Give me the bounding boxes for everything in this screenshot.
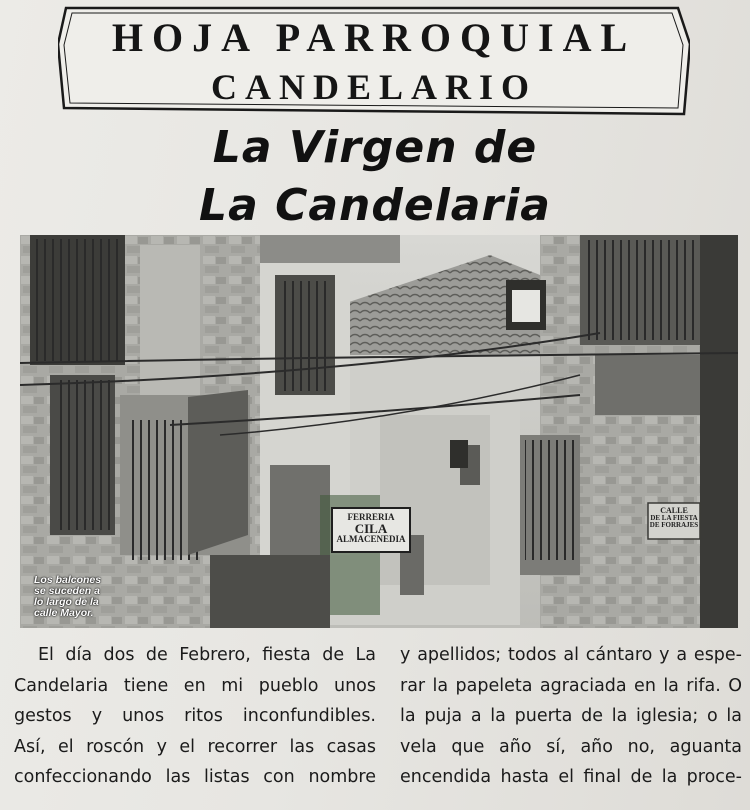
headline-line-2: La Candelaria <box>199 180 551 231</box>
street-name-plaque <box>649 507 699 529</box>
text-line: Así, el roscón y el recorrer las casas <box>14 736 376 757</box>
article-column-right <box>400 640 742 793</box>
shop-sign-line-1: FERRERIA <box>347 512 395 522</box>
street-plaque-line-3: DE FORRAJES <box>649 521 699 529</box>
text-line: vela que año sí, año no, aguanta <box>400 736 742 757</box>
text-line: rar la papeleta agraciada en la rifa. O <box>400 675 742 696</box>
text-line: encendida hasta el final de la proce- <box>400 767 742 787</box>
shop-sign <box>334 513 408 544</box>
street-photograph <box>20 235 738 628</box>
street-photo-drawing <box>20 235 738 628</box>
article-column-left <box>14 640 376 793</box>
masthead-subtitle: CANDELARIO <box>210 67 538 107</box>
text-line: la puja a la puerta de la iglesia; o la <box>400 706 742 726</box>
text-line: confeccionando las listas con nombre <box>14 767 376 787</box>
headline-line-1: La Virgen de <box>212 122 538 173</box>
text-line: gestos y unos ritos inconfundibles. <box>14 706 376 726</box>
text-line: y apellidos; todos al cántaro y a espe- <box>400 645 742 665</box>
text-line: Candelaria tiene en mi pueblo unos <box>14 675 376 696</box>
street-plaque-line-1: CALLE <box>660 506 688 515</box>
text-line: El día dos de Febrero, fiesta de La <box>38 645 376 665</box>
masthead-banner <box>58 4 690 116</box>
street-plaque-line-2: DE LA FIESTA <box>650 514 698 522</box>
shop-sign-line-3: ALMACENEDIA <box>336 534 406 544</box>
shop-sign-line-2: CILA <box>354 521 388 536</box>
photo-caption: Los balcones se suceden a lo largo de la calle Mayor. <box>34 574 102 619</box>
masthead-title: HOJA PARROQUIAL <box>111 15 637 60</box>
